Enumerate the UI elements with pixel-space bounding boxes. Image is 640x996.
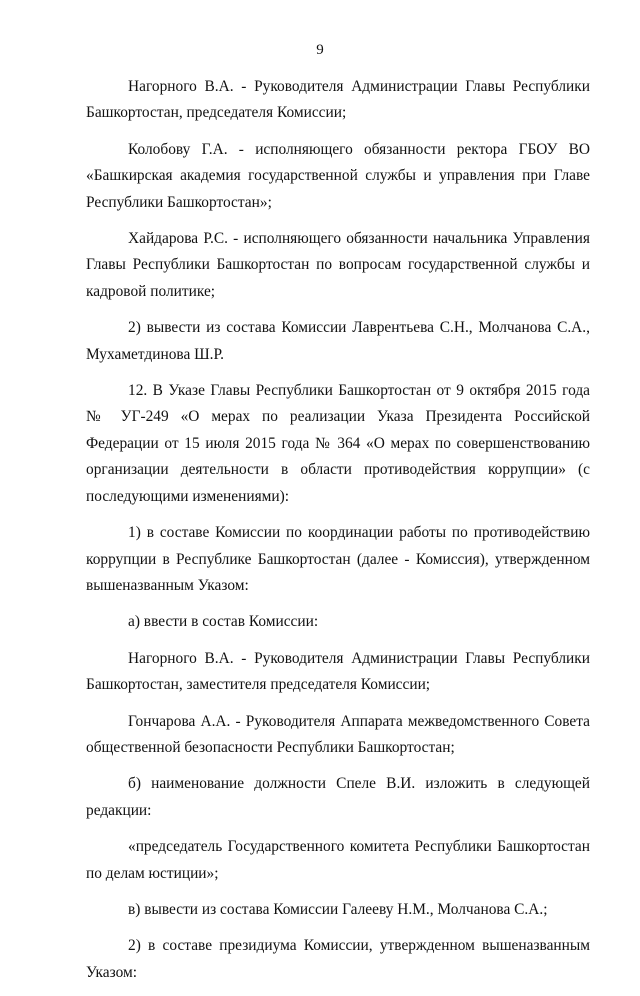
paragraph-item-12: 12. В Указе Главы Республики Башкортостан от 9 октября 2015 года № УГ-249 «О мерах по реализации Указа Президента Российской Федерации от 15 июля 2015 года № 364 «О мерах по совершенствованию организации деятельности в области противодействия коррупции» (с последующими изменениями):: [86, 382, 590, 505]
paragraph-kolobova: Колобову Г.А. - исполняющего обязанности ректора ГБОУ ВО «Башкирская академия государственной службы и управления при Главе Республики Башкортостан»;: [86, 140, 590, 211]
paragraph-nagorny-chair: Нагорного В.А. - Руководителя Администрации Главы Республики Башкортостан, председателя Комиссии;: [86, 78, 590, 122]
paragraph-goncharov: Гончарова А.А. - Руководителя Аппарата межведомственного Совета общественной безопасности Республики Башкортостан;: [86, 712, 590, 756]
paragraph-khaydarov: Хайдарова Р.С. - исполняющего обязанности начальника Управления Главы Республики Башкортостан по вопросам государственной службы и кадровой политике;: [86, 230, 590, 300]
paragraph-spele-title: б) наименование должности Спеле В.И. изложить в следующей редакции:: [86, 775, 590, 819]
paragraph-nagorny-deputy: Нагорного В.А. - Руководителя Администрации Главы Республики Башкортостан, заместителя председателя Комиссии;: [86, 649, 590, 694]
paragraph-presidium: 2) в составе президиума Комиссии, утвержденном вышеназванным Указом:: [86, 937, 590, 981]
paragraph-remove-galeeva: в) вывести из состава Комиссии Галееву Н.М., Молчанова С.А.;: [128, 900, 548, 918]
document-body: [86, 74, 590, 996]
paragraph-commission-composition: 1) в составе Комиссии по координации работы по противодействию коррупции в Республике Башкортостан (далее - Комиссия), утвержденном вышеназванным Указом:: [86, 524, 590, 594]
page-number: 9: [316, 42, 324, 58]
paragraph-justice-committee: «председатель Государственного комитета Республики Башкортостан по делам юстиции»;: [86, 838, 590, 882]
paragraph-remove-members: 2) вывести из состава Комиссии Лаврентьева С.Н., Молчанова С.А., Мухаметдинова Ш.Р.: [86, 319, 590, 363]
paragraph-add-members: а) ввести в состав Комиссии:: [128, 613, 319, 631]
